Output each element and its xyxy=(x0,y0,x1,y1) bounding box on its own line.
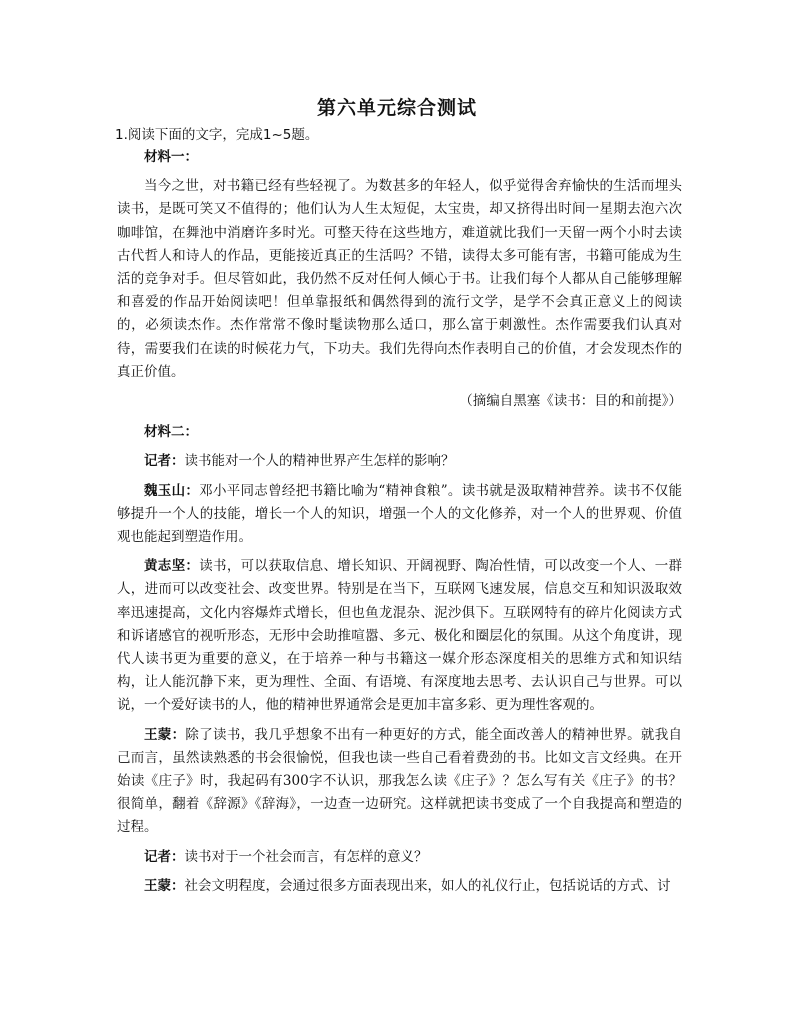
interview-paragraph xyxy=(117,724,682,840)
speaker-text: 社会文明程度，会通过很多方面表现出来，如人的礼仪行止，包括说话的方式、讨 xyxy=(184,877,671,894)
interview-paragraph xyxy=(117,846,682,869)
material-1-source: （摘编自黑塞《读书：目的和前提》） xyxy=(459,393,682,410)
speaker-name: 王蒙： xyxy=(144,726,186,743)
interview-paragraph xyxy=(117,875,682,898)
interview-paragraph xyxy=(117,555,682,717)
speaker-text: 除了读书，我几乎想象不出有一种更好的方式，能全面改善人的精神世界。就我自己而言，虽然读熟悉的书会很愉悦，但我也读一些自己看着费劲的书。比如文言文经典。在开始读《庄子》时，我起码有300字不认识，那我怎么读《庄子》？怎么写有关《庄子》的书？很简单，翻着《辞源》《辞海》，一边查一边研究。这样就把读书变成了一个自我提高和塑造的过程。 xyxy=(117,726,683,836)
page-title: 第六单元综合测试 xyxy=(316,97,477,119)
speaker-name: 黄志坚： xyxy=(144,558,200,575)
speaker-text: 邓小平同志曾经把书籍比喻为“精神食粮”。读书就是汲取精神营养。读书不仅能够提升一个人的技能，增长一个人的知识，增强一个人的文化修养，对一个人的世界观、价值观也能起到塑造作用。 xyxy=(117,482,682,546)
speaker-text: 读书，可以获取信息、增长知识、开阔视野、陶冶性情，可以改变一个人、一群人，进而可以改变社会、改变世界。特别是在当下，互联网飞速发展，信息交互和知识汲取效率迅速提高，文化内容爆炸式增长，但也鱼龙混杂、泥沙俱下。互联网特有的碎片化阅读方式和诉诸感官的视听形态，无形中会助推喧嚣、多元、极化和圈层化的氛围。从这个角度讲，现代人读书更为重要的意义，在于培养一种与书籍这一媒介形态深度相关的思维方式和知识结构，让人能沉静下来，更为理性、全面、有语境、有深度地去思考、去认识自己与世界。可以说，一个爱好读书的人，他的精神世界通常会是更加丰富多彩、更为理性客观的。 xyxy=(117,558,683,714)
speaker-text: 读书对于一个社会而言，有怎样的意义？ xyxy=(184,848,428,865)
material-1-label: 材料一： xyxy=(144,149,198,165)
speaker-text: 读书能对一个人的精神世界产生怎样的影响？ xyxy=(184,453,455,470)
article-body xyxy=(117,146,682,898)
material-1-paragraph: 当今之世，对书籍已经有些轻视了。为数甚多的年轻人，似乎觉得舍弃愉快的生活而埋头读书，是既可笑又不值得的；他们认为人生太短促，太宝贵，却又挤得出时间一星期去泡六次咖啡馆，在舞池中消磨许多时光。可整天待在这些地方，难道就比我们一天留一两个小时去读古代哲人和诗人的作品，更能接近真正的生活吗？不错，读得太多可能有害，书籍可能成为生活的竞争对手。但尽管如此，我仍然不反对任何人倾心于书。让我们每个人都从自己能够理解和喜爱的作品开始阅读吧！但单靠报纸和偶然得到的流行文学，是学不会真正意义上的阅读的，必须读杰作。杰作常常不像时髦读物那么适口，那么富于刺激性。杰作需要我们认真对待，需要我们在读的时候花力气，下功夫。我们先得向杰作表明自己的价值，才会发现杰作的真正价值。 xyxy=(117,178,682,380)
speaker-name: 记者： xyxy=(144,848,185,865)
interview-paragraph xyxy=(117,450,682,473)
speaker-name: 王蒙： xyxy=(144,877,185,894)
interview-paragraph xyxy=(117,480,682,550)
speaker-name: 魏玉山： xyxy=(144,482,200,499)
speaker-name: 记者： xyxy=(144,453,185,470)
question-intro: 1.阅读下面的文字，完成1~5题。 xyxy=(115,127,319,143)
material-2-label: 材料二： xyxy=(144,424,198,441)
